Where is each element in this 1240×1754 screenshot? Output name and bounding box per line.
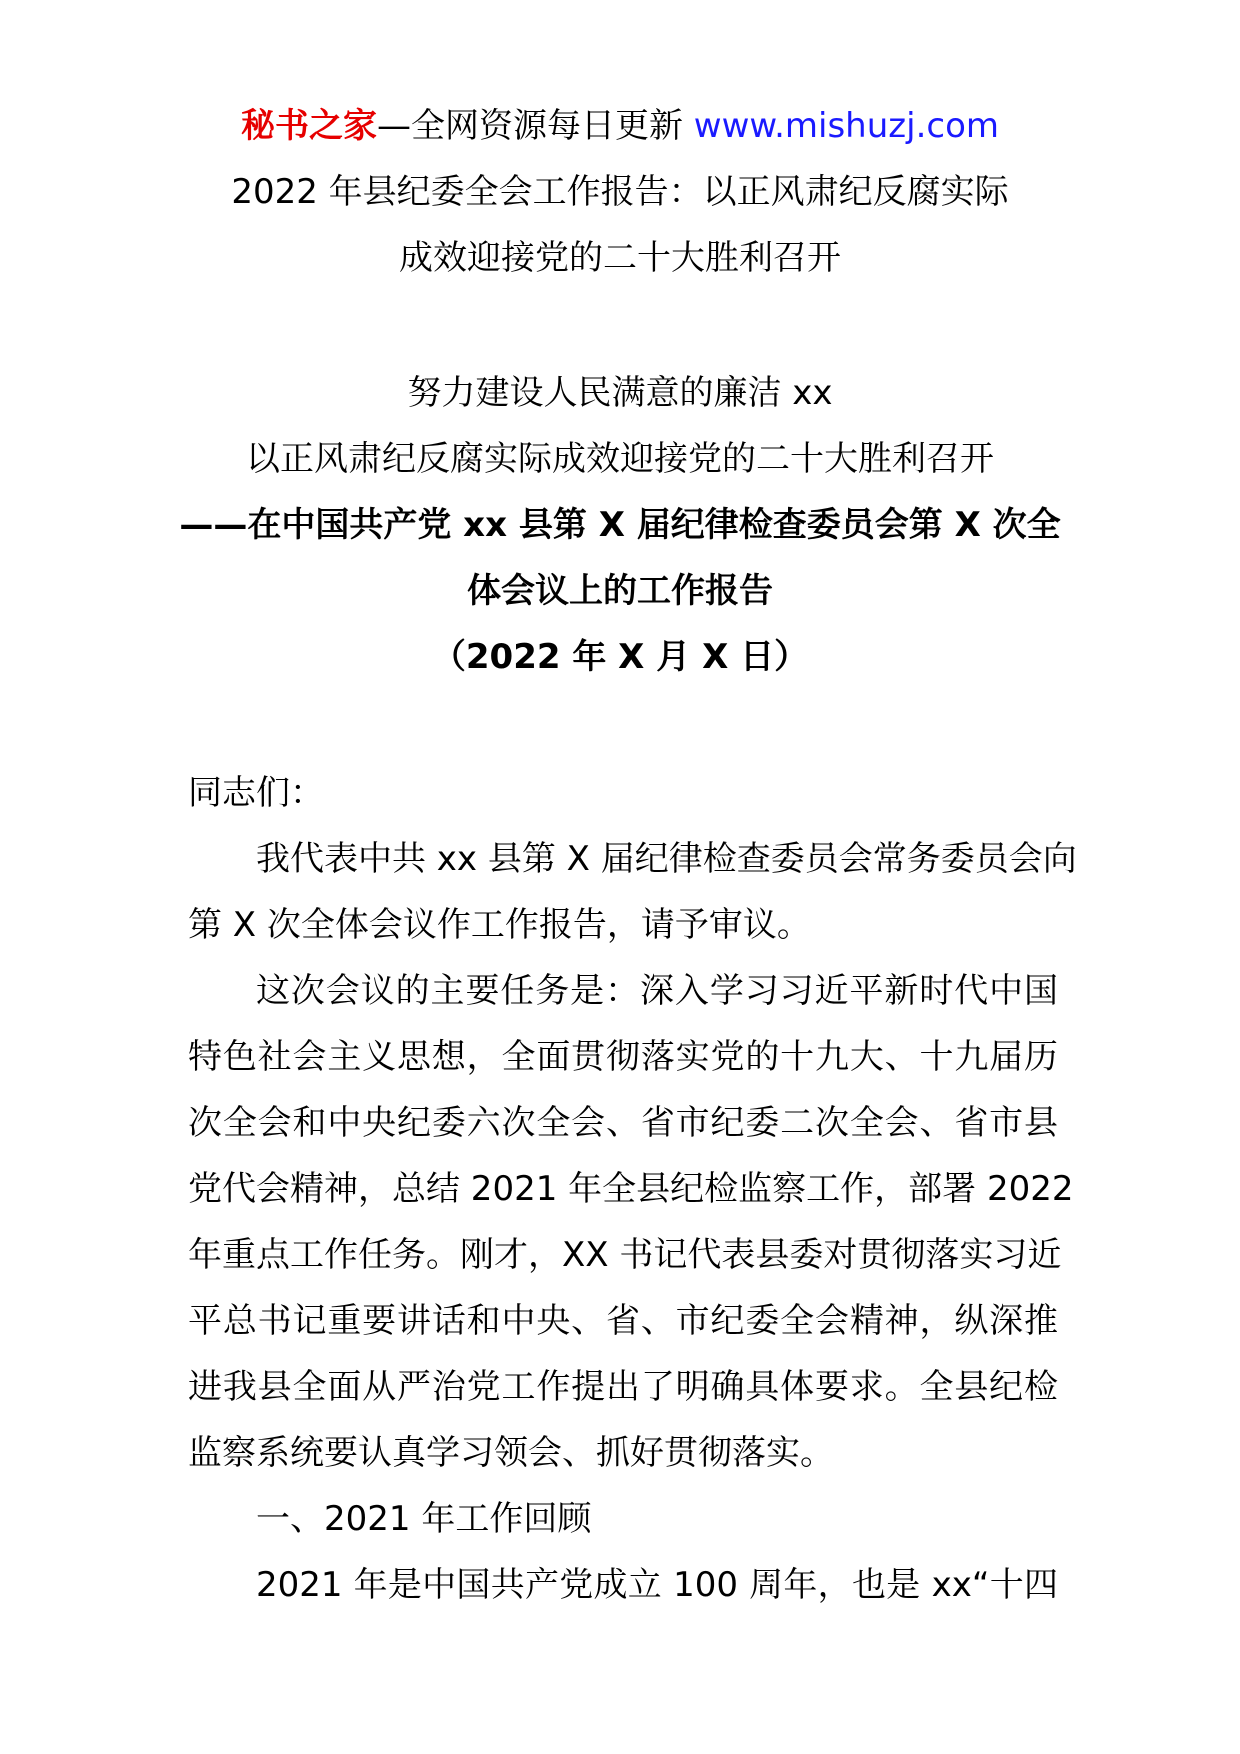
paragraph-1-line: 我代表中共 xx 县第 X 届纪律检查委员会常务委员会向 (256, 839, 1077, 879)
paragraph-2-line: 党代会精神，总结 2021 年全县纪检监察工作，部署 2022 (188, 1169, 1074, 1209)
report-title-line-1: 努力建设人民满意的廉洁 xx (407, 373, 833, 413)
paragraph-2-line: 这次会议的主要任务是：深入学习习近平新时代中国 (256, 971, 1058, 1011)
brand-name: 秘书之家 (240, 106, 377, 146)
report-date: （2022 年 X 月 X 日） (431, 637, 809, 677)
paragraph-2-line: 进我县全面从严治党工作提出了明确具体要求。全县纪检 (188, 1367, 1058, 1407)
paragraph-2-line: 年重点工作任务。刚才，XX 书记代表县委对贯彻落实习近 (188, 1235, 1062, 1275)
paragraph-2-line: 次全会和中央纪委六次全会、省市纪委二次全会、省市县 (188, 1103, 1058, 1143)
paragraph-3-line: 2021 年是中国共产党成立 100 周年，也是 xx“十四 (256, 1565, 1058, 1605)
paragraph-1-line: 第 X 次全体会议作工作报告，请予审议。 (188, 905, 811, 945)
header-tagline: —全网资源每日更新 (376, 106, 694, 146)
salutation: 同志们： (188, 773, 324, 813)
doc-title-line-1: 2022 年县纪委全会工作报告：以正风肃纪反腐实际 (231, 172, 1009, 212)
paragraph-2-line: 平总书记重要讲话和中央、省、市纪委全会精神，纵深推 (188, 1301, 1058, 1341)
report-subtitle-line-1: ——在中国共产党 xx 县第 X 届纪律检查委员会第 X 次全 (179, 505, 1061, 545)
paragraph-2-line: 特色社会主义思想，全面贯彻落实党的十九大、十九届历 (188, 1037, 1058, 1077)
site-url-link[interactable]: www.mishuzj.com (693, 106, 999, 146)
doc-title-line-2: 成效迎接党的二十大胜利召开 (399, 238, 841, 278)
report-title-line-2: 以正风肃纪反腐实际成效迎接党的二十大胜利召开 (246, 439, 994, 479)
section-heading: 一、2021 年工作回顾 (256, 1499, 592, 1539)
report-subtitle-line-2: 体会议上的工作报告 (467, 571, 773, 611)
site-header (0, 93, 1240, 159)
paragraph-2-line: 监察系统要认真学习领会、抓好贯彻落实。 (188, 1433, 834, 1473)
